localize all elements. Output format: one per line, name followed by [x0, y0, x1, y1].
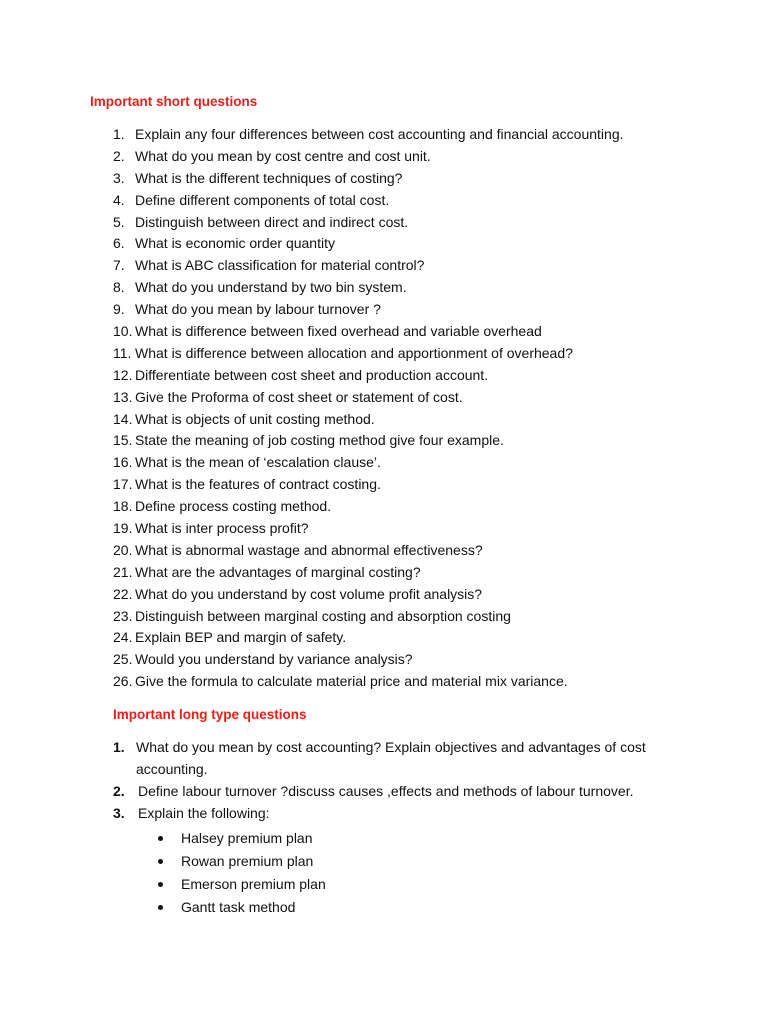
bullet-text: Halsey premium plan	[181, 829, 313, 846]
item-number: 10.	[113, 323, 133, 340]
item-text: What do you understand by two bin system.	[135, 279, 407, 296]
item-number: 11.	[113, 344, 132, 361]
item-text: Define process costing method.	[135, 498, 332, 515]
item-text: What do you mean by cost accounting? Explain objectives and advantages of cost accounting.	[136, 739, 646, 777]
short-questions-heading: Important short questions	[90, 94, 258, 109]
item-text: Would you understand by variance analysis?	[135, 651, 413, 668]
item-number: 24.	[113, 629, 133, 646]
item-number: 3.	[113, 169, 125, 186]
long-questions-heading: Important long type questions	[113, 707, 307, 722]
bullet-icon	[158, 859, 163, 864]
item-text: What do you mean by cost centre and cost unit.	[135, 147, 431, 164]
item-text: What is economic order quantity	[135, 235, 335, 252]
long-questions-list	[0, 737, 768, 919]
item-text: Give the formula to calculate material price and material mix variance.	[135, 673, 568, 690]
bullet-item	[0, 827, 768, 850]
item-text: What are the advantages of marginal costing?	[135, 563, 421, 580]
item-number: 13.	[113, 388, 133, 405]
item-text: Distinguish between marginal costing and absorption costing	[135, 607, 511, 624]
item-text: What is difference between fixed overhead and variable overhead	[135, 323, 542, 340]
item-number: 6.	[113, 235, 125, 252]
bullet-list	[0, 827, 768, 919]
item-text: What is objects of unit costing method.	[135, 410, 375, 427]
item-number: 16.	[113, 454, 133, 471]
item-text: Give the Proforma of cost sheet or statement of cost.	[135, 388, 463, 405]
item-number: 2.	[113, 782, 125, 799]
item-text: Differentiate between cost sheet and production account.	[135, 366, 489, 383]
item-text: Distinguish between direct and indirect cost.	[135, 213, 409, 230]
item-text: What do you mean by labour turnover ?	[135, 301, 381, 318]
item-text: What is difference between allocation and apportionment of overhead?	[135, 344, 573, 361]
item-number: 15.	[113, 432, 133, 449]
list-item	[0, 803, 768, 919]
item-number: 20.	[113, 541, 133, 558]
item-number: 19.	[113, 520, 133, 537]
item-text: Define different components of total cost.	[135, 191, 390, 208]
item-text: What is the mean of ‘escalation clause’.	[135, 454, 381, 471]
item-text: Explain the following:	[138, 804, 270, 821]
bullet-text: Rowan premium plan	[181, 852, 314, 869]
item-number: 3.	[113, 804, 125, 821]
item-number: 26.	[113, 673, 133, 690]
item-number: 2.	[113, 147, 125, 164]
bullet-icon	[158, 836, 163, 841]
item-number: 22.	[113, 585, 133, 602]
item-number: 12.	[113, 366, 133, 383]
item-number: 4.	[113, 191, 125, 208]
item-text: Explain any four differences between cost accounting and financial accounting.	[135, 126, 624, 142]
item-number: 17.	[113, 476, 133, 493]
bullet-text: Emerson premium plan	[181, 875, 326, 892]
bullet-text: Gantt task method	[181, 898, 296, 915]
item-text: Define labour turnover ?discuss causes ,effects and methods of labour turnover.	[138, 782, 634, 799]
item-number: 1.	[113, 739, 125, 755]
item-number: 14.	[113, 410, 133, 427]
list-item	[0, 737, 768, 781]
list-item	[0, 781, 768, 803]
bullet-icon	[158, 882, 163, 887]
bullet-item	[0, 850, 768, 873]
item-text: What is inter process profit?	[135, 520, 309, 537]
item-text: What is abnormal wastage and abnormal effectiveness?	[135, 541, 483, 558]
item-number: 25.	[113, 651, 133, 668]
item-text: What is the features of contract costing.	[135, 476, 381, 493]
item-number: 9.	[113, 301, 125, 318]
bullet-item	[0, 873, 768, 896]
item-text: State the meaning of job costing method give four example.	[135, 432, 504, 449]
item-text: Explain BEP and margin of safety.	[135, 629, 347, 646]
item-text: What is the different techniques of costing?	[135, 169, 403, 186]
item-number: 5.	[113, 213, 125, 230]
item-number: 21.	[113, 563, 133, 580]
item-number: 1.	[113, 126, 125, 142]
item-number: 8.	[113, 279, 125, 296]
item-text: What do you understand by cost volume profit analysis?	[135, 585, 483, 602]
item-number: 18.	[113, 498, 133, 515]
item-number: 23.	[113, 607, 133, 624]
bullet-icon	[158, 905, 163, 910]
bullet-item	[0, 896, 768, 919]
item-number: 7.	[113, 257, 125, 274]
item-text: What is ABC classification for material control?	[135, 257, 425, 274]
